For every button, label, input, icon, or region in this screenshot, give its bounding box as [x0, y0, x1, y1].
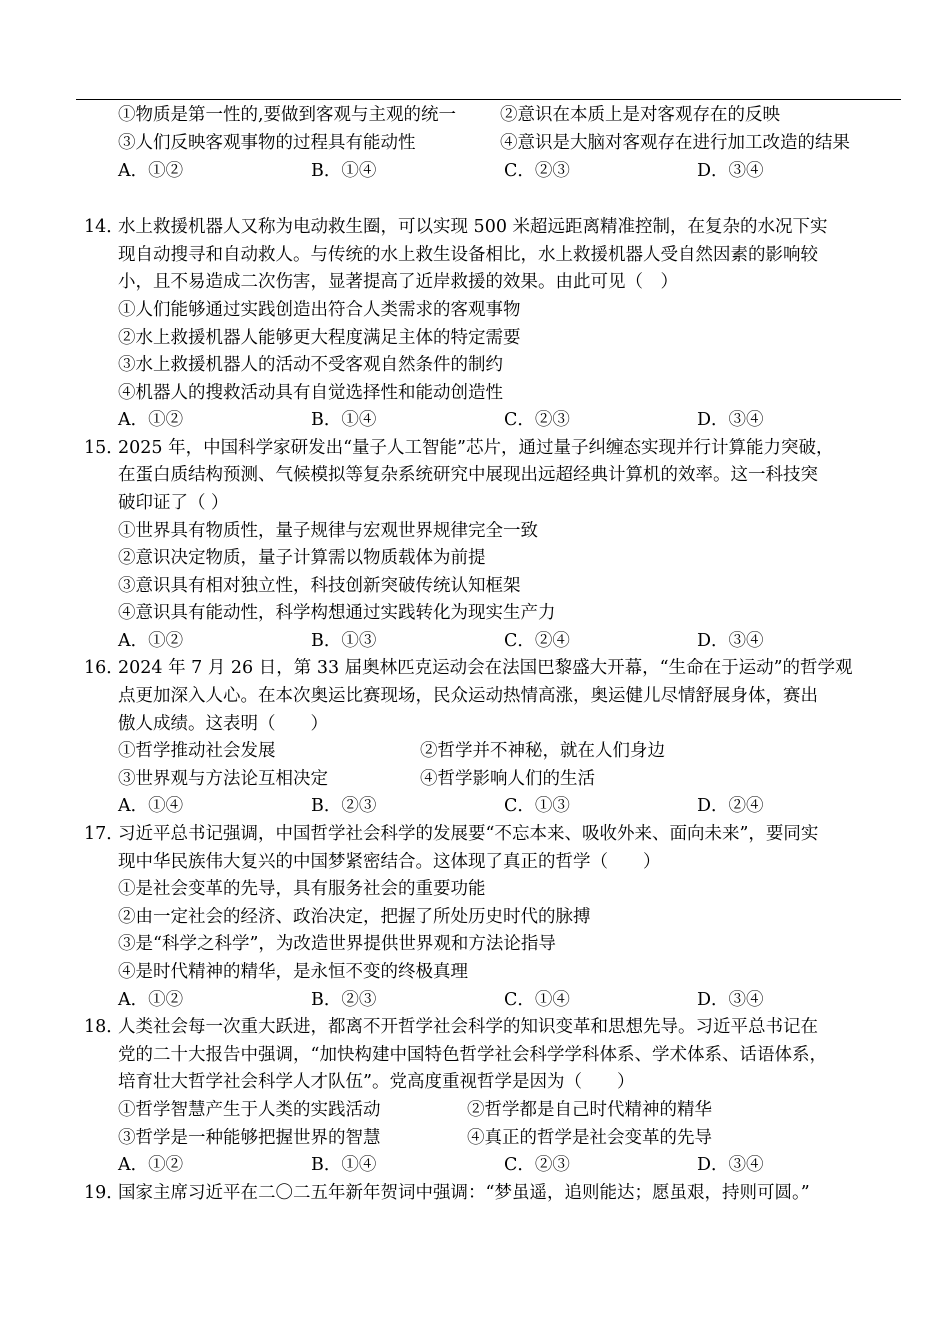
- question-number: 15．: [84, 438, 124, 458]
- q15-choice-a[interactable]: A．①②: [118, 631, 184, 651]
- question-number: 18．: [84, 1017, 124, 1037]
- q17-stem-line-2: 现中华民族伟大复兴的中国梦紧密结合。这体现了真正的哲学（ ）: [118, 852, 661, 872]
- q14-stem-line-1: 水上救援机器人又称为电动救生圈，可以实现 500 米超远距离精准控制，在复杂的水况下实: [118, 217, 828, 237]
- q16-choice-c[interactable]: C．①③: [504, 796, 570, 816]
- q17-item-2: ②由一定社会的经济、政治决定，把握了所处历史时代的脉搏: [118, 907, 591, 927]
- q16-item-4: ④哲学影响人们的生活: [420, 769, 595, 789]
- q16-stem-line-2: 点更加深入人心。在本次奥运比赛现场，民众运动热情高涨，奥运健儿尽情舒展身体，赛出: [118, 686, 818, 706]
- question-number: 17．: [84, 824, 124, 844]
- q14-choice-b[interactable]: B．①④: [311, 410, 377, 430]
- q14-item-4: ④机器人的搜救活动具有自觉选择性和能动创造性: [118, 383, 503, 403]
- q14-choice-d[interactable]: D．③④: [697, 410, 764, 430]
- q17-choice-a[interactable]: A．①②: [118, 990, 184, 1010]
- q17-item-4: ④是时代精神的精华，是永恒不变的终极真理: [118, 962, 468, 982]
- q16-choice-a[interactable]: A．①④: [118, 796, 184, 816]
- q16-choice-b[interactable]: B．②③: [311, 796, 377, 816]
- question-number: 19．: [84, 1183, 124, 1203]
- q15-item-4: ④意识具有能动性，科学构想通过实践转化为现实生产力: [118, 603, 556, 623]
- q16-choice-d[interactable]: D．②④: [697, 796, 764, 816]
- header-rule: [76, 99, 901, 100]
- q14-choice-c[interactable]: C．②③: [504, 410, 570, 430]
- q15-item-2: ②意识决定物质，量子计算需以物质载体为前提: [118, 548, 486, 568]
- q15-choice-b[interactable]: B．①③: [311, 631, 377, 651]
- q13-item-3: ③人们反映客观事物的过程具有能动性: [118, 133, 416, 153]
- q18-item-4: ④真正的哲学是社会变革的先导: [467, 1128, 712, 1148]
- q17-choice-d[interactable]: D．③④: [697, 990, 764, 1010]
- q15-stem-line-3: 破印证了（ ）: [118, 493, 229, 513]
- q15-item-1: ①世界具有物质性，量子规律与宏观世界规律完全一致: [118, 521, 538, 541]
- q18-item-2: ②哲学都是自己时代精神的精华: [467, 1100, 712, 1120]
- q14-item-3: ③水上救援机器人的活动不受客观自然条件的制约: [118, 355, 503, 375]
- q18-stem-line-2: 党的二十大报告中强调，“加快构建中国特色哲学社会科学学科体系、学术体系、话语体系，: [118, 1045, 827, 1065]
- q13-item-1: ①物质是第一性的,要做到客观与主观的统一: [118, 105, 457, 125]
- q14-stem-line-3: 小，且不易造成二次伤害，显著提高了近岸救援的效果。由此可见（ ）: [118, 272, 678, 292]
- question-number: 16．: [84, 658, 124, 678]
- q17-item-3: ③是“科学之科学”，为改造世界提供世界观和方法论指导: [118, 934, 556, 954]
- q18-choice-d[interactable]: D．③④: [697, 1155, 764, 1175]
- q15-item-3: ③意识具有相对独立性，科技创新突破传统认知框架: [118, 576, 521, 596]
- q17-stem-line-1: 习近平总书记强调，中国哲学社会科学的发展要“不忘本来、吸收外来、面向未来”，要同实: [118, 824, 819, 844]
- q16-item-1: ①哲学推动社会发展: [118, 741, 276, 761]
- q18-item-3: ③哲学是一种能够把握世界的智慧: [118, 1128, 381, 1148]
- q17-item-1: ①是社会变革的先导，具有服务社会的重要功能: [118, 879, 486, 899]
- q13-item-2: ②意识在本质上是对客观存在的反映: [500, 105, 780, 125]
- q17-choice-b[interactable]: B．②③: [311, 990, 377, 1010]
- q18-stem-line-1: 人类社会每一次重大跃进，都离不开哲学社会科学的知识变革和思想先导。习近平总书记在: [118, 1017, 818, 1037]
- q14-item-1: ①人们能够通过实践创造出符合人类需求的客观事物: [118, 300, 521, 320]
- q16-stem-line-1: 2024 年 7 月 26 日，第 33 届奥林匹克运动会在法国巴黎盛大开幕，“生命在于运动”的哲学观: [118, 658, 853, 678]
- q14-stem-line-2: 现自动搜寻和自动救人。与传统的水上救生设备相比，水上救援机器人受自然因素的影响较: [118, 245, 818, 265]
- q13-choice-d[interactable]: D．③④: [697, 161, 764, 181]
- q13-item-4: ④意识是大脑对客观存在进行加工改造的结果: [500, 133, 850, 153]
- q19-stem-line-1: 国家主席习近平在二〇二五年新年贺词中强调：“梦虽遥，追则能达；愿虽艰，持则可圆。”: [118, 1183, 810, 1203]
- question-number: 14．: [84, 217, 124, 237]
- q13-choice-c[interactable]: C．②③: [504, 161, 570, 181]
- q17-choice-c[interactable]: C．①④: [504, 990, 570, 1010]
- q18-choice-b[interactable]: B．①④: [311, 1155, 377, 1175]
- q13-choice-b[interactable]: B．①④: [311, 161, 377, 181]
- q15-stem-line-1: 2025 年，中国科学家研发出“量子人工智能”芯片，通过量子纠缠态实现并行计算能力突破，: [118, 438, 834, 458]
- q18-stem-line-3: 培育壮大哲学社会科学人才队伍”。党高度重视哲学是因为（ ）: [118, 1072, 635, 1092]
- q13-choice-a[interactable]: A．①②: [118, 161, 184, 181]
- q18-item-1: ①哲学智慧产生于人类的实践活动: [118, 1100, 381, 1120]
- q15-choice-d[interactable]: D．③④: [697, 631, 764, 651]
- q18-choice-a[interactable]: A．①②: [118, 1155, 184, 1175]
- q15-choice-c[interactable]: C．②④: [504, 631, 570, 651]
- q15-stem-line-2: 在蛋白质结构预测、气候模拟等复杂系统研究中展现出远超经典计算机的效率。这一科技突: [118, 465, 818, 485]
- q16-item-3: ③世界观与方法论互相决定: [118, 769, 328, 789]
- q18-choice-c[interactable]: C．②③: [504, 1155, 570, 1175]
- q16-stem-line-3: 傲人成绩。这表明（ ）: [118, 714, 328, 734]
- q16-item-2: ②哲学并不神秘，就在人们身边: [420, 741, 665, 761]
- q14-item-2: ②水上救援机器人能够更大程度满足主体的特定需要: [118, 328, 521, 348]
- q14-choice-a[interactable]: A．①②: [118, 410, 184, 430]
